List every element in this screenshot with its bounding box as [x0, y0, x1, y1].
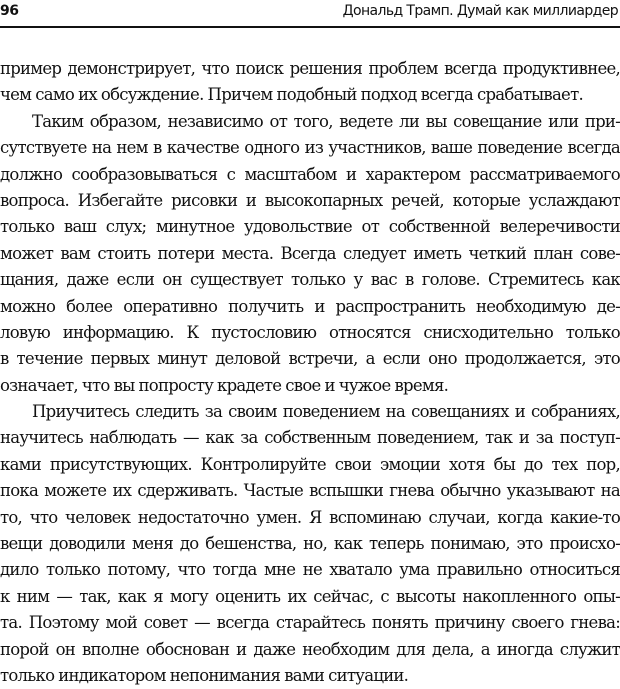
text-line: можно более оперативно получить и распространить необходимую де-: [0, 296, 620, 316]
text-line: означает, что вы попросту крадете свое и чужое время.: [0, 375, 449, 395]
text-line: должно сообразовываться с масштабом и характером рассматриваемого: [0, 164, 620, 184]
text-line: та. Поэтому мой совет — всегда старайтесь понять причину своего гнева:: [0, 613, 620, 633]
text-line: вещи доводили меня до бешенства, но, как теперь понимаю, это происхо-: [0, 534, 620, 554]
text-line: пример демонстрирует, что поиск решения проблем всегда продуктивнее,: [0, 59, 620, 78]
text-line: к ним — так, как я могу оценить их сейчас, с высоты накопленного опы-: [0, 586, 620, 606]
text-line: Приучитесь следить за своим поведением на совещаниях и собраниях,: [32, 402, 620, 422]
text-line: только индикатором непонимания вами ситуации.: [0, 665, 409, 685]
text-line: в течение первых минут деловой встречи, а если оно продолжается, это: [0, 349, 620, 369]
text-line: дило только потому, что тогда мне не хватало ума правильно относиться: [0, 560, 620, 580]
page-number: 96: [0, 3, 19, 19]
text-line: щания, даже если он существует только у вас в голове. Стремитесь как: [0, 270, 620, 290]
text-line: ловую информацию. К пустословию относятся снисходительно только: [0, 322, 620, 342]
text-line: только ваш слух; минутное удовольствие от собственной велеречивости: [0, 217, 620, 237]
text-line: научитесь наблюдать — как за собственным поведением, так и за поступ-: [0, 428, 620, 448]
text-line: может вам стоить потери места. Всегда следует иметь четкий план сове-: [0, 243, 620, 263]
text-line: сутствуете на нем в качестве одного из участников, ваше поведение всегда: [0, 138, 620, 158]
text-line: вопроса. Избегайте рисовки и высокопарных речей, которые услаждают: [0, 190, 620, 210]
running-title: Дональд Трамп. Думай как миллиардер: [342, 3, 618, 19]
text-line: чем само их обсуждение. Причем подобный подход всегда срабатывает.: [0, 85, 583, 105]
text-line: пока можете их сдерживать. Частые вспышки гнева обычно указывают на: [0, 481, 620, 501]
page-header: [0, 0, 620, 28]
text-line: порой он вполне обоснован и даже необходим для дела, а иногда служит: [0, 639, 620, 659]
body-text: [0, 56, 620, 689]
text-line: Таким образом, независимо от того, ведете ли вы совещание или при-: [32, 111, 620, 131]
text-line: то, что человек недостаточно умен. Я вспоминаю случаи, когда какие-то: [0, 507, 620, 527]
text-line: ками присутствующих. Контролируйте свои эмоции хотя бы до тех пор,: [0, 454, 620, 474]
